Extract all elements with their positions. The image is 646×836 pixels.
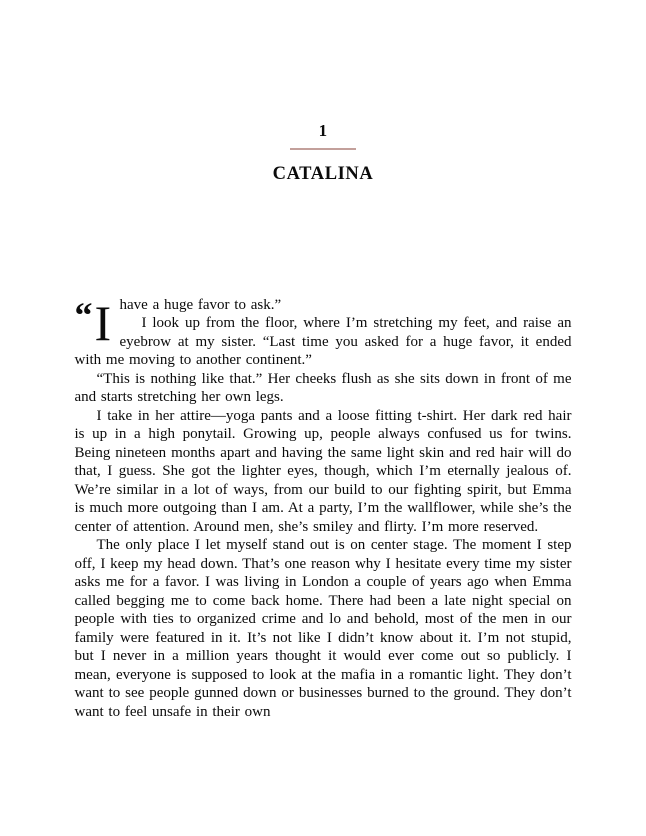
drop-cap-open-quote: “ xyxy=(74,294,91,335)
paragraph: I take in her attire—yoga pants and a loose fitting t-shirt. Her dark red hair is up in a high ponytail. Growing up, people always confused us for twins. Being nineteen months apart and having the same light skin and red hair will do that, I guess. She got the lighter eyes, though, which I’m eternally jealous of. We’re similar in a lot of ways, from our build to our fighting spirit, but Emma is much more outgoing than I am. At a party, I’m the wallflower, while she’s the center of attention. Around men, she’s smiley and flirty. I’m more reserved. xyxy=(74,407,572,535)
chapter-divider xyxy=(290,148,356,150)
paragraph: The only place I let myself stand out is on center stage. The moment I step off, I keep my head down. That’s one reason why I hesitate every time my sister asks me for a favor. I was living in London a couple of years ago when Emma called begging me to come back home. There had been a late night special on people with ties to organized crime and lo and behold, most of the men in our family were featured in it. It’s not like I didn’t know about it. I’m not stupid, but I never in a million years thought it would ever come out so publicly. I mean, everyone is supposed to look at the mafia in a romantic light. They don’t want to see people gunned down or businesses burned to the ground. They don’t want to feel unsafe in their own xyxy=(74,537,572,720)
drop-cap-letter: I xyxy=(94,294,112,351)
body-text xyxy=(75,296,572,722)
paragraph-text: have a huge favor to ask.” xyxy=(119,296,282,313)
paragraph: I look up from the floor, where I’m stretching my feet, and raise an eyebrow at my sister. “Last time you asked for a huge favor, it ended with me moving to another continent.” xyxy=(74,315,572,368)
paragraph: “This is nothing like that.” Her cheeks flush as she sits down in front of me and starts stretching her own legs. xyxy=(74,370,572,405)
chapter-number: 1 xyxy=(318,121,328,140)
drop-cap xyxy=(75,296,113,350)
chapter-title: CATALINA xyxy=(272,163,374,184)
chapter-header xyxy=(0,0,646,184)
